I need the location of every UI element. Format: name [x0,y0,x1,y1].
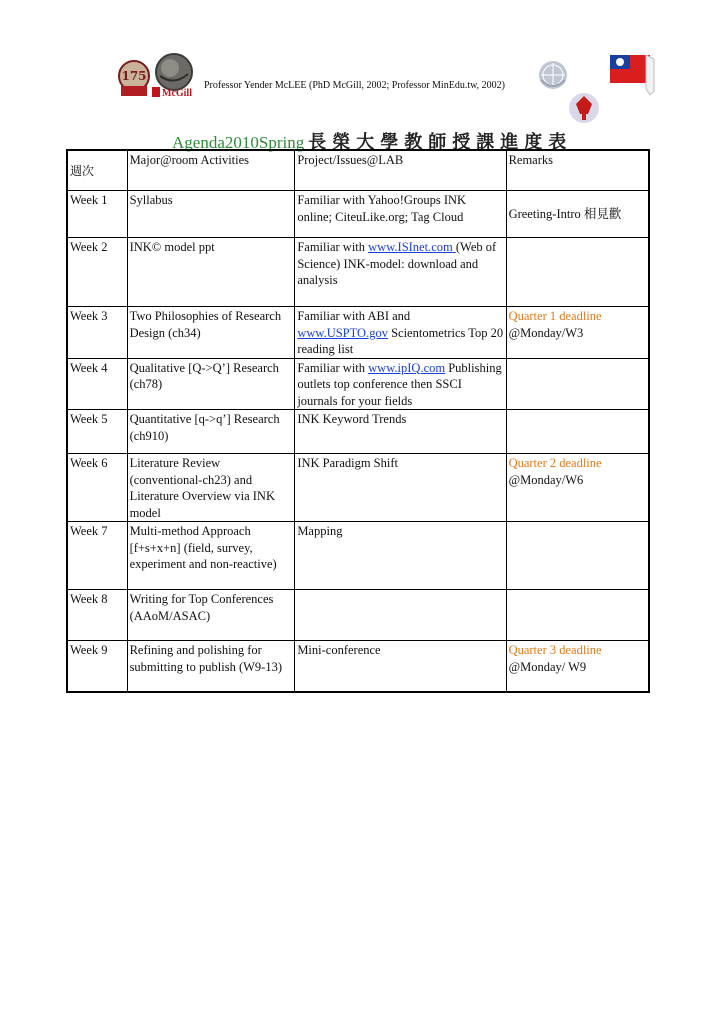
title-english: Agenda2010Spring [172,133,305,152]
project-cell: Familiar with Yahoo!Groups INK online; CiteuLike.org; Tag Cloud [295,191,506,238]
activity-cell: Syllabus [127,191,295,238]
project-cell: INK Paradigm Shift [295,454,506,522]
canada-emblem-icon [566,90,602,126]
table-row [67,522,649,590]
remarks-cell [506,307,649,359]
professor-line: Professor Yender McLEE (PhD McGill, 2002; Professor MinEdu.tw, 2002) [204,80,505,91]
table-header-row [67,150,649,191]
deadline-day: @Monday/W6 [508,472,584,487]
activity-cell: Writing for Top Conferences (AAoM/ASAC) [127,590,295,641]
table-row [67,410,649,454]
week-cell: Week 5 [67,410,127,454]
table-row [67,454,649,522]
logo-175-text: 175 [121,69,147,83]
activity-cell: Refining and polishing for submitting to publish (W9-13) [127,641,295,692]
university-175-logo [117,58,151,98]
agenda-table [66,149,650,693]
project-cell: Mapping [295,522,506,590]
deadline-day: @Monday/W3 [508,325,584,340]
week-cell: Week 3 [67,307,127,359]
activity-cell: Multi-method Approach [f+s+x+n] (field, survey, experiment and non-reactive) [127,522,295,590]
deadline-day: @Monday/ W9 [508,659,587,674]
week-cell: Week 7 [67,522,127,590]
project-cell: INK Keyword Trends [295,410,506,454]
header-activities: Major@room Activities [127,150,295,191]
week-cell: Week 2 [67,238,127,307]
week-cell: Week 4 [67,358,127,410]
project-text: Familiar with [297,240,369,254]
project-cell [295,590,506,641]
un-emblem-icon [536,58,570,92]
table-row [67,238,649,307]
header-project: Project/Issues@LAB [295,150,506,191]
activity-cell: Qualitative [Q->Q’] Research (ch78) [127,358,295,410]
activity-cell: Two Philosophies of Research Design (ch34) [127,307,295,359]
remarks-cell [506,522,649,590]
week-cell: Week 1 [67,191,127,238]
remarks-cell [506,590,649,641]
mcgill-logo [152,85,202,97]
mcgill-logo-text: McGill [162,88,192,98]
week-cell: Week 9 [67,641,127,692]
project-text: Familiar with [297,360,369,375]
table-row [67,641,649,692]
project-text: Familiar with ABI and [297,309,411,323]
remarks-cell [506,238,649,307]
document-header [0,0,728,160]
remarks-cell [506,358,649,410]
project-cell [295,358,506,410]
uspto-link[interactable]: www.USPTO.gov [297,325,388,340]
deadline-label: Quarter 3 deadline [508,643,602,657]
deadline-label: Quarter 2 deadline [508,456,602,470]
table-row [67,358,649,410]
week-cell: Week 8 [67,590,127,641]
activity-cell: INK© model ppt [127,238,295,307]
remarks-cell [506,454,649,522]
activity-cell: Literature Review (conventional-ch23) and Literature Overview via INK model [127,454,295,522]
remarks-cell [506,191,649,238]
table-row [67,590,649,641]
table-row [67,191,649,238]
header-week: 週次 [67,150,127,191]
project-cell [295,307,506,359]
week-cell: Week 6 [67,454,127,522]
remarks-cell [506,410,649,454]
project-cell: Mini-conference [295,641,506,692]
project-text: Publishing outlets top conference then SSCI journals for your fields [297,360,502,408]
isinet-link[interactable]: www.ISInet.com [368,240,456,254]
table-row [67,307,649,359]
ipiq-link[interactable]: www.ipIQ.com [368,360,446,375]
taiwan-flag-icon [610,55,660,97]
activity-cell: Quantitative [q->q’] Research (ch910) [127,410,295,454]
remarks-text: Greeting-Intro 相見歡 [508,207,622,222]
project-cell [295,238,506,307]
project-text: (Web of Science) INK-model: download and analysis [297,240,497,287]
header-remarks: Remarks [506,150,649,191]
project-text: Scientometrics Top 20 reading list [297,325,504,356]
deadline-label: Quarter 1 deadline [508,309,602,323]
remarks-cell [506,641,649,692]
title-chinese: 長榮大學教師授課進度表 [308,132,573,153]
